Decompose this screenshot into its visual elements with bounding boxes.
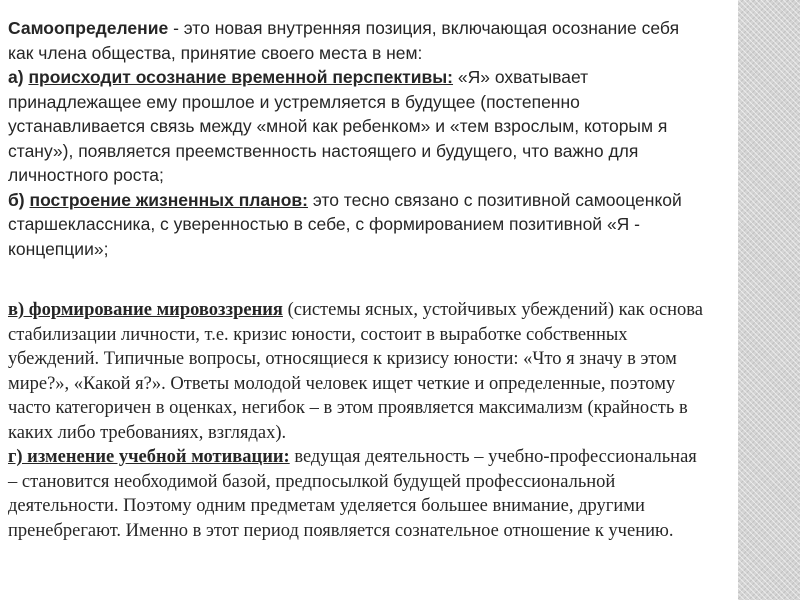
item-a-paragraph [8,65,708,188]
item-b-paragraph [8,188,708,262]
item-d-paragraph [8,445,708,543]
item-b-label: построение жизненных планов: [29,189,308,210]
slide-text-body [8,16,708,543]
item-b-prefix: б) [8,189,30,210]
intro-term: Самоопределение [8,18,169,38]
item-c-paragraph [8,298,708,445]
item-b-text: это тесно связано с позитивной самооценкой старшеклассника, с уверенностью в себе, с формированием позитивной «Я - концепции»; [8,189,682,259]
item-c-text: (системы ясных, устойчивых убеждений) как основа стабилизации личности, т.е. кризис юности, состоит в выработке собственных убеждений. Типичные вопросы, относящиеся к кризису юности: «Что я значу в этом мире?», «Какой я?». Ответы молодой человек ищет четкие и определенные, поэтому часто категоричен в оценках, негибок – в этом проявляется максимализм (крайность в каких либо требованиях, взглядах). [8,300,703,443]
item-c-label: в) формирование мировоззрения [8,300,283,320]
item-a-label: происходит осознание временной перспективы: [28,67,454,87]
item-d-text: ведущая деятельность – учебно-профессиональная – становится необходимой базой, предпосылкой будущей профессиональной деятельности. Поэтому одним предметам уделяется большее внимание, другими пренебрегают. Именно в этот период появляется сознательное отношение к учению. [8,447,697,541]
intro-text: - это новая внутренняя позиция, включающая осознание себя как члена общества, принятие своего места в нем: [8,18,680,63]
item-d-label: г) изменение учебной мотивации: [8,447,290,467]
decorative-side-strip [738,0,800,600]
paragraph-gap [8,261,708,298]
item-a-prefix: а) [8,67,29,87]
item-a-text: «Я» охватывает принадлежащее ему прошлое и устремляется в будущее (постепенно устанавливается связь между «мной как ребенком» и «тем взрослым, которым я стану»), появляется преемственность настоящего и будущего, что важно для личностного роста; [8,67,668,185]
intro-paragraph [8,16,708,65]
